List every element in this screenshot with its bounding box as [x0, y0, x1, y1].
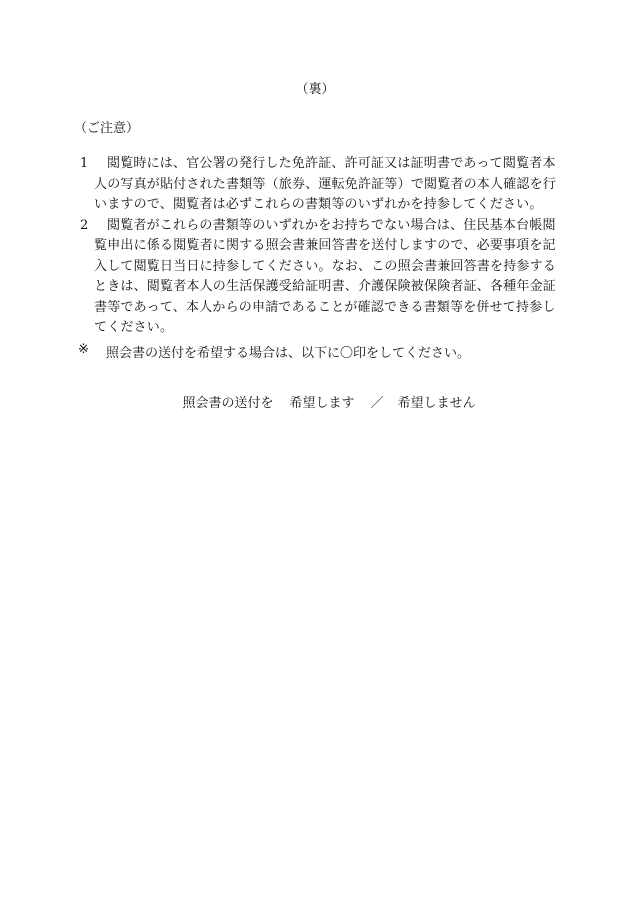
option-no-wish[interactable]: 希望しません [397, 396, 476, 411]
notice-list [80, 154, 560, 339]
reference-mark: ※ [78, 342, 89, 357]
notice-heading: （ご注意） [74, 121, 140, 136]
send-request-choice [166, 377, 476, 426]
choice-label: 照会書の送付を [182, 396, 274, 411]
notice-item-text: 閲覧時には、官公署の発行した免許証、許可証又は証明書であって閲覧者本人の写真が貼付された書類等（旅券、運転免許証等）で閲覧者の本人確認を行いますので、閲覧者は必ずこれらの書類等のいずれかを持参してください。 [94, 156, 557, 212]
request-instruction [78, 342, 558, 361]
notice-item-number: 2 [80, 217, 89, 233]
notice-item-1 [80, 154, 560, 216]
request-instruction-text: 照会書の送付を希望する場合は、以下に〇印をしてください。 [106, 346, 471, 361]
choice-separator: ／ [370, 396, 384, 411]
back-side-label: （裏） [295, 82, 335, 97]
notice-item-number: 1 [80, 156, 89, 171]
notice-item-2 [80, 216, 560, 339]
option-wish[interactable]: 希望します [289, 396, 355, 411]
notice-item-text: 閲覧者がこれらの書類等のいずれかをお持ちでない場合は、住民基本台帳閲覧申出に係る閲覧者に関する照会書兼回答書を送付しますので、必要事項を記入して閲覧日当日に持参してください。なお、この照会書兼回答書を持参するときは、閲覧者本人の生活保護受給証明書、介護保険被保険者証、各種年金証書等であって、本人からの申請であることが確認できる書類等を併せて持参してください。 [94, 217, 557, 335]
